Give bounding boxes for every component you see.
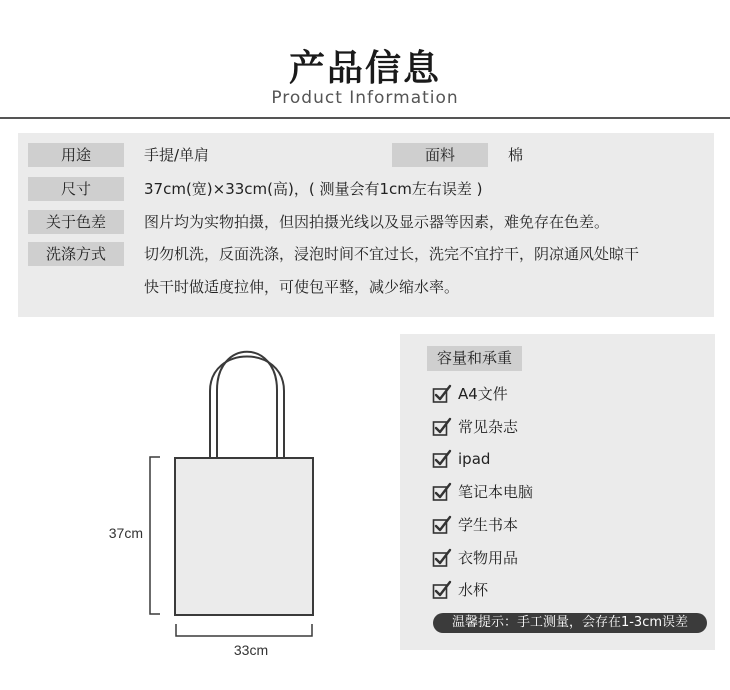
wash-value-line1: 切勿机洗，反面洗涤，浸泡时间不宜过长，洗完不宜拧干，阴凉通风处晾干 bbox=[144, 245, 640, 263]
fabric-value: 棉 bbox=[508, 146, 524, 164]
checkbox-checked-icon bbox=[432, 482, 452, 502]
wash-row-continued bbox=[18, 275, 714, 301]
height-dimension-label: 37cm bbox=[108, 525, 143, 541]
usage-value: 手提/单肩 bbox=[144, 146, 210, 164]
color-diff-value: 图片均为实物拍摄，但因拍摄光线以及显示器等因素，难免存在色差。 bbox=[144, 213, 610, 231]
capacity-item-label: A4文件 bbox=[458, 385, 508, 403]
title-divider bbox=[0, 117, 730, 119]
capacity-panel bbox=[400, 334, 715, 650]
color-diff-row bbox=[18, 210, 714, 236]
checkbox-checked-icon bbox=[432, 384, 452, 404]
checkbox-checked-icon bbox=[432, 515, 452, 535]
capacity-item-label: 常见杂志 bbox=[458, 418, 519, 436]
capacity-item-label: ipad bbox=[458, 450, 491, 468]
wash-label: 洗涤方式 bbox=[28, 242, 124, 266]
bag-dimension-diagram bbox=[90, 345, 390, 675]
fabric-label: 面料 bbox=[392, 143, 488, 167]
capacity-item-label: 衣物用品 bbox=[458, 549, 519, 567]
checkbox-checked-icon bbox=[432, 417, 452, 437]
usage-label: 用途 bbox=[28, 143, 124, 167]
product-info-panel bbox=[18, 133, 714, 317]
size-label: 尺寸 bbox=[28, 177, 124, 201]
capacity-title: 容量和承重 bbox=[427, 346, 522, 371]
measurement-tip: 温馨提示：手工测量，会存在1-3cm误差 bbox=[433, 613, 707, 633]
capacity-item-label: 水杯 bbox=[458, 581, 489, 599]
capacity-item-label: 笔记本电脑 bbox=[458, 483, 534, 501]
capacity-item-label: 学生书本 bbox=[458, 516, 519, 534]
page-subtitle: Product Information bbox=[271, 88, 459, 108]
checkbox-checked-icon bbox=[432, 580, 452, 600]
wash-row bbox=[18, 242, 714, 268]
size-value: 37cm(宽)×33cm(高)，( 测量会有1cm左右误差 ) bbox=[144, 180, 483, 198]
color-diff-label: 关于色差 bbox=[28, 210, 124, 234]
tote-bag-illustration bbox=[90, 345, 390, 675]
width-dimension-label: 33cm bbox=[233, 642, 269, 658]
size-row bbox=[18, 177, 714, 203]
checkbox-checked-icon bbox=[432, 548, 452, 568]
checkbox-checked-icon bbox=[432, 449, 452, 469]
page-title: 产品信息 bbox=[288, 48, 441, 89]
wash-value-line2: 快干时做适度拉伸，可使包平整，减少缩水率。 bbox=[144, 278, 460, 296]
usage-row bbox=[18, 143, 714, 169]
